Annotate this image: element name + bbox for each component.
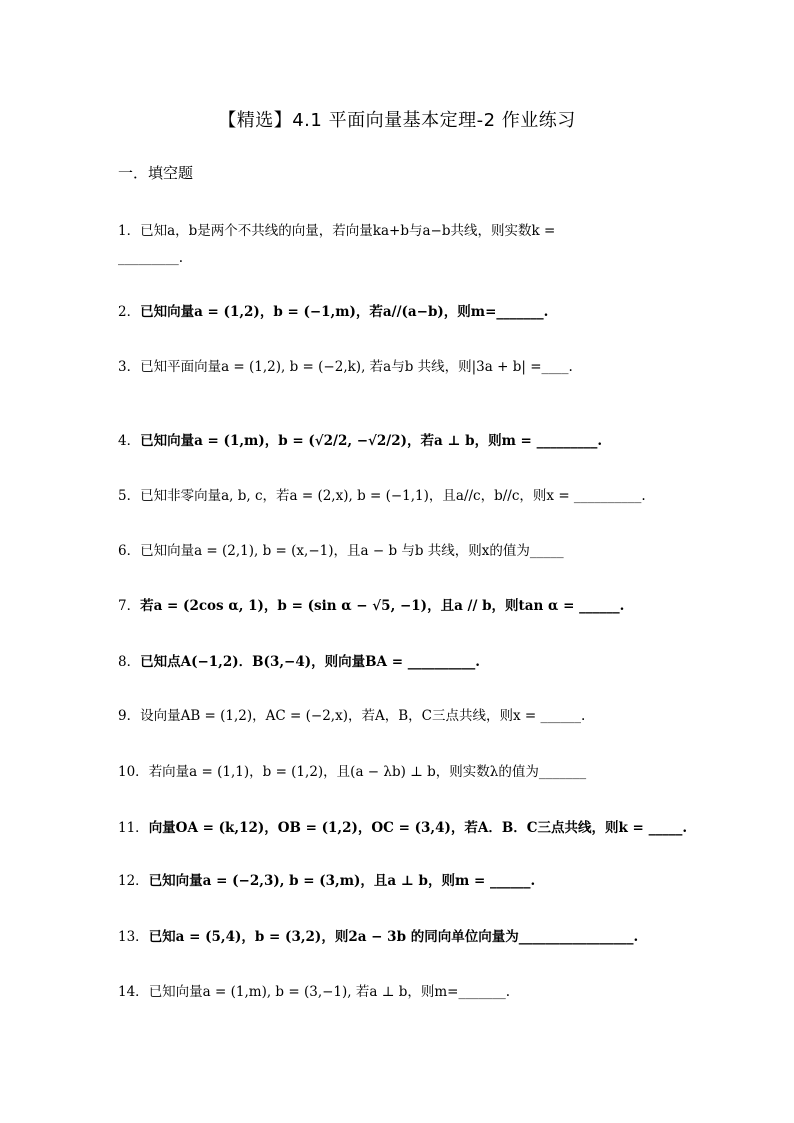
question-text: 已知向量a = (2,1), b = (x,−1)，且a − b 与b 共线，则x的值为_____ <box>140 543 564 559</box>
question-3: 3．已知平面向量a = (1,2), b = (−2,k), 若a与b 共线，则|3a + b| =____. <box>118 359 573 375</box>
question-text: 设向量AB = (1,2)，AC = (−2,x)，若A，B，C三点共线，则x = ______. <box>140 708 586 724</box>
question-text: 若向量a = (1,1)，b = (1,2)，且(a − λb) ⊥ b，则实数λ的值为_______ <box>148 764 587 780</box>
page-title: 【精选】4.1 平面向量基本定理-2 作业练习 <box>218 110 576 131</box>
question-1-blank: _________. <box>118 250 184 266</box>
question-5: 5．已知非零向量a, b, c，若a = (2,x), b = (−1,1)，且a//c，b//c，则x = __________. <box>118 488 646 504</box>
question-8: 8．已知点A(−1,2)．B(3,−4)，则向量BA = __________. <box>118 654 480 670</box>
question-text: 若a = (2cos α, 1)，b = (sin α − √5, −1)，且a // b，则tan α = ______. <box>140 598 625 614</box>
section-heading: 一．填空题 <box>118 164 194 182</box>
question-10: 10．若向量a = (1,1)，b = (1,2)，且(a − λb) ⊥ b，则实数λ的值为_______ <box>118 764 587 780</box>
question-12: 12．已知向量a = (−2,3), b = (3,m)，且a ⊥ b，则m = ______. <box>118 873 536 889</box>
question-text: 已知点A(−1,2)．B(3,−4)，则向量BA = __________. <box>140 654 480 670</box>
question-11: 11．向量OA = (k,12)，OB = (1,2)，OC = (3,4)，若A．B．C三点共线，则k = _____. <box>118 820 688 836</box>
question-text: 已知向量a = (1,m)，b = (√2/2, −√2/2)，若a ⊥ b，则m = _________. <box>140 433 603 449</box>
question-text: 已知a = (5,4)，b = (3,2)，则2a − 3b 的同向单位向量为_________________. <box>148 929 639 945</box>
question-13: 13．已知a = (5,4)，b = (3,2)，则2a − 3b 的同向单位向量为_________________. <box>118 929 639 945</box>
question-2: 2．已知向量a = (1,2)，b = (−1,m)，若a//(a−b)，则m=_______. <box>118 304 549 320</box>
question-4: 4．已知向量a = (1,m)，b = (√2/2, −√2/2)，若a ⊥ b，则m = _________. <box>118 433 603 449</box>
question-6: 6．已知向量a = (2,1), b = (x,−1)，且a − b 与b 共线，则x的值为_____ <box>118 543 564 559</box>
question-text: 已知非零向量a, b, c，若a = (2,x), b = (−1,1)，且a//c，b//c，则x = __________. <box>140 488 646 504</box>
question-1: 1．已知a，b是两个不共线的向量，若向量ka+b与a−b共线，则实数k = <box>118 223 556 239</box>
question-14: 14．已知向量a = (1,m), b = (3,−1), 若a ⊥ b，则m=_______. <box>118 984 510 1000</box>
question-text: 已知平面向量a = (1,2), b = (−2,k), 若a与b 共线，则|3a + b| =____. <box>140 359 573 375</box>
question-text: 已知向量a = (1,2)，b = (−1,m)，若a//(a−b)，则m=_______. <box>140 304 549 320</box>
question-text: 已知向量a = (1,m), b = (3,−1), 若a ⊥ b，则m=_______. <box>148 984 510 1000</box>
question-text: 已知向量a = (−2,3), b = (3,m)，且a ⊥ b，则m = ______. <box>148 873 536 889</box>
question-9: 9．设向量AB = (1,2)，AC = (−2,x)，若A，B，C三点共线，则x = ______. <box>118 708 586 724</box>
question-text: 已知a，b是两个不共线的向量，若向量ka+b与a−b共线，则实数k = <box>140 223 556 239</box>
question-7: 7．若a = (2cos α, 1)，b = (sin α − √5, −1)，且a // b，则tan α = ______. <box>118 598 625 614</box>
question-text: 向量OA = (k,12)，OB = (1,2)，OC = (3,4)，若A．B．C三点共线，则k = _____. <box>148 820 688 836</box>
